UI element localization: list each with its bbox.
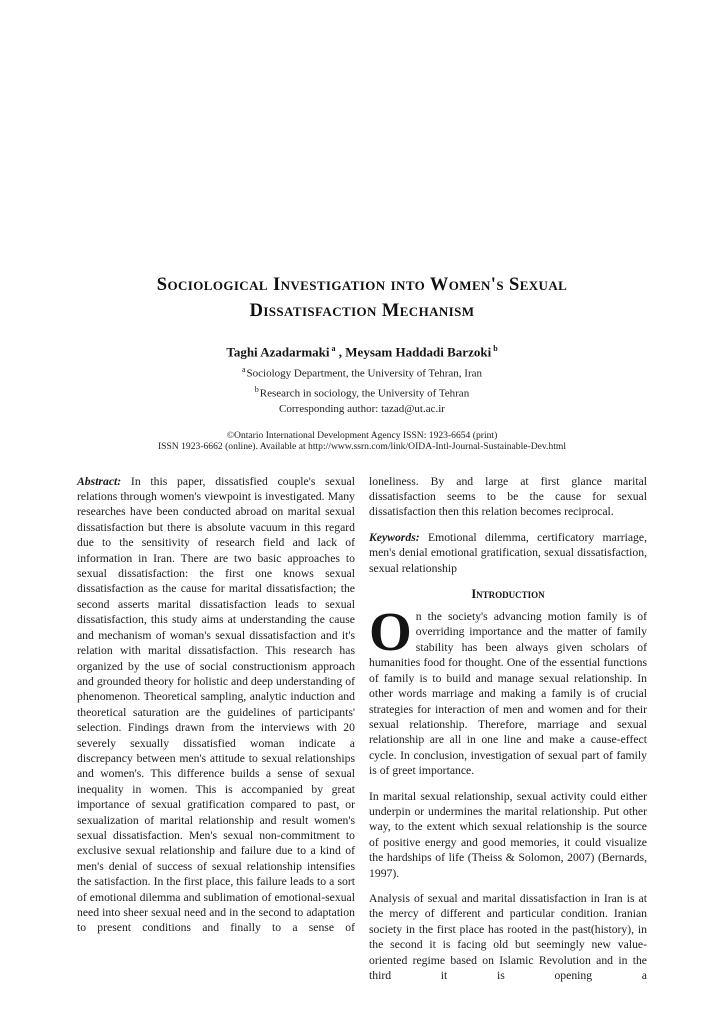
article-body xyxy=(77,474,647,994)
author-2-affiliation-mark: b xyxy=(493,344,498,353)
issn-online-line: ISSN 1923-6662 (online). Available at http://www.ssrn.com/link/OIDA-Intl-Journal-Sustainable-Dev.html xyxy=(157,441,567,453)
affiliation-a xyxy=(77,362,647,382)
abstract-continuation-paragraph: loneliness. By and large at first glance marital dissatisfaction seems to be the cause for sexual dissatisfaction then this relation becomes reciprocal. xyxy=(369,474,647,519)
authors-separator: , xyxy=(335,344,346,360)
right-column xyxy=(369,474,647,994)
corresponding-author-line: Corresponding author: tazad@ut.ac.ir xyxy=(279,402,445,415)
author-1-affiliation-mark: a xyxy=(331,344,336,353)
left-column xyxy=(77,474,355,994)
abstract-text: In this paper, dissatisfied couple's sexual relations through women's viewpoint is investigated. Many researches have been conducted abroad on marital sexual dissatisfaction but there is absolute vacuum in this regard due to the sensitivity of research field and lack of information in Iran. There are two basic approaches to sexual dissatisfaction: the first one knows sexual dissatisfaction as the cause for marital dissatisfaction; the second asserts marital dissatisfaction leads to sexual dissatisfaction, this study aims at understanding the cause and mechanism of woman's sexual dissatisfaction and it's relation with marital dissatisfaction. This research has organized by the use of social constructionism approach and grounded theory for holistic and deep understanding of phenomenon. Theoretical sampling, analytic induction and theoretical saturation are the guidelines of participants' selection. Findings drawn from the interviews with 20 severely sexually dissatisfied woman indicate a discrepancy between men's attitude to sexual relationships and women's. This difference builds a sense of sexual inequality in women. This is accompanied by great importance of sexual gratification compared to past, or sexualization of marital relationship and result women's sexual dissatisfaction. Men's sexual non-commitment to exclusive sexual relationship and failure due to a kind of men's denial of success of sexual relationship intensifies the satisfaction. In the first place, this failure leads to a sort of emotional dilemma and sublimation of emotional-sexual need into sheer sexual need and in the second to adaptation to present conditions and finally to a sense of xyxy=(77,474,355,935)
affiliation-b xyxy=(77,382,647,402)
drop-cap: O xyxy=(369,601,412,663)
title-line-2: Dissatisfaction Mechanism xyxy=(249,301,475,321)
introduction-paragraph-1 xyxy=(369,601,647,778)
journal-issn-block xyxy=(77,430,647,453)
author-1: Taghi Azadarmaki xyxy=(226,344,330,360)
introduction-paragraph-3: Analysis of sexual and marital dissatisfaction in Iran is at the mercy of different and particular condition. Iranian society in the first place has rooted in the past(history), in the second it is facing old but seemingly new value-oriented regime based on Islamic Revolution and in the third it is opening a xyxy=(369,891,647,983)
keywords-paragraph xyxy=(369,530,647,576)
paper-title xyxy=(77,272,647,324)
issn-print-line: ©Ontario International Development Agency ISSN: 1923-6654 (print) xyxy=(226,429,498,441)
introduction-paragraph-1-text: n the society's advancing motion family is of overriding importance and the matter of family stability has been always given scholars of humanities food for thought. One of the essential functions of family is to build and manage sexual relationship. In other words marriage and making a family is of crucial strategies for interaction of men and women and for their sexual relationship. Therefore, marriage and sexual relationship are all in one line and make a cause-effect cycle. In conclusion, investigation of sexual part of family is of greet importance. xyxy=(369,610,647,778)
keywords-label: Keywords: xyxy=(369,530,420,544)
paper-header xyxy=(77,272,647,453)
abstract-label: Abstract: xyxy=(77,474,122,488)
title-line-1: Sociological Investigation into Women's Sexual xyxy=(156,275,568,295)
author-2: Meysam Haddadi Barzoki xyxy=(345,344,492,360)
keywords-text: Emotional dilemma, certificatory marriage, men's denial emotional gratification, sexual dissatisfaction, sexual relationship xyxy=(369,530,648,575)
abstract-paragraph xyxy=(77,474,355,936)
affiliation-a-text: Sociology Department, the University of Tehran, Iran xyxy=(246,367,483,380)
affiliation-a-mark: a xyxy=(241,365,246,375)
affiliations xyxy=(77,362,647,416)
authors-line xyxy=(77,341,647,360)
introduction-heading: Introduction xyxy=(471,587,545,602)
affiliation-b-text: Research in sociology, the University of Tehran xyxy=(259,387,470,400)
affiliation-b-mark: b xyxy=(254,384,259,394)
introduction-paragraph-2: In marital sexual relationship, sexual activity could either underpin or undermines the marital relationship. Put other way, to the extent which sexual relationship is the source of positive energy and good memories, it could visualize the hardships of life (Theiss & Solomon, 2007) (Bernards, 1997). xyxy=(369,789,647,880)
